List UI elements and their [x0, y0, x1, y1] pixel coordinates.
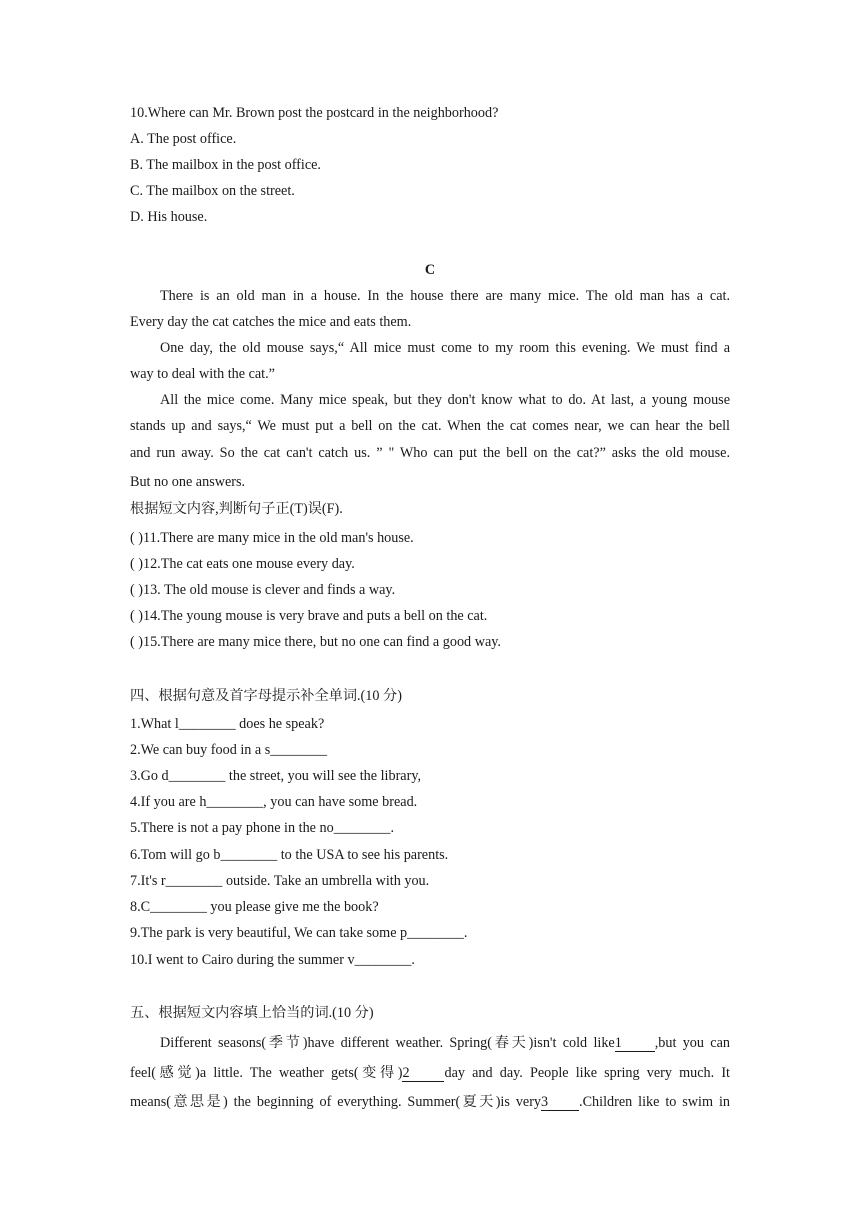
- fill-item-5: 5.There is not a pay phone in the no________.: [130, 820, 394, 836]
- tf-instruction: 根据短文内容,判断句子正(T)误(F).: [130, 501, 343, 517]
- tf-statement-11: ( )11.There are many mice in the old man's house.: [130, 530, 414, 546]
- passage-c-p2-line1: One day, the old mouse says,“ All mice must come to my room this evening. We must find a: [160, 340, 730, 356]
- passage-c-p3-line2: stands up and says,“ We must put a bell on the cat. When the cat comes near, we can hear the bell: [130, 418, 730, 434]
- cloze-line-3: [130, 1092, 730, 1112]
- option-c: C. The mailbox on the street.: [130, 183, 295, 199]
- tf-statement-12: ( )12.The cat eats one mouse every day.: [130, 556, 355, 572]
- tf-statement-14: ( )14.The young mouse is very brave and puts a bell on the cat.: [130, 608, 488, 624]
- passage-c-p3-line3: and run away. So the cat can't catch us. ” " Who can put the bell on the cat?” asks the old mouse.: [130, 445, 730, 461]
- fill-item-3: 3.Go d________ the street, you will see the library,: [130, 768, 422, 784]
- cloze-text: ,but you can: [654, 1035, 730, 1051]
- cloze-text: feel(感觉)a little. The weather gets(变得): [130, 1065, 403, 1081]
- section-4-title: 四、根据句意及首字母提示补全单词.(10 分): [130, 688, 402, 704]
- tf-statement-13: ( )13. The old mouse is clever and finds a way.: [130, 582, 396, 598]
- fill-item-8: 8.C________ you please give me the book?: [130, 899, 379, 915]
- fill-item-10: 10.I went to Cairo during the summer v________.: [130, 952, 415, 968]
- cloze-line-1: [160, 1033, 730, 1053]
- fill-item-9: 9.The park is very beautiful, We can take some p________.: [130, 925, 468, 941]
- cloze-blank-2: 2: [402, 1066, 444, 1082]
- fill-item-6: 6.Tom will go b________ to the USA to see his parents.: [130, 847, 449, 863]
- fill-item-2: 2.We can buy food in a s________: [130, 742, 328, 758]
- passage-c-p3-line4: But no one answers.: [130, 474, 246, 490]
- section-5-title: 五、根据短文内容填上恰当的词.(10 分): [130, 1005, 374, 1021]
- fill-item-4: 4.If you are h________, you can have some bread.: [130, 794, 418, 810]
- cloze-text: means(意思是) the beginning of everything. Summer(夏天)is very: [130, 1094, 542, 1110]
- cloze-text: day and day. People like spring very much. It: [444, 1065, 730, 1081]
- fill-item-1: 1.What l________ does he speak?: [130, 716, 325, 732]
- passage-c-p3-line1: All the mice come. Many mice speak, but they don't know what to do. At last, a young mouse: [160, 392, 730, 408]
- cloze-text: .Children like to swim in: [579, 1094, 730, 1110]
- option-d: D. His house.: [130, 209, 208, 225]
- option-a: A. The post office.: [130, 131, 237, 147]
- passage-c-p1-line1: There is an old man in a house. In the house there are many mice. The old man has a cat.: [160, 288, 730, 304]
- option-b: B. The mailbox in the post office.: [130, 157, 321, 173]
- passage-c-p2-line2: way to deal with the cat.”: [130, 366, 275, 382]
- cloze-line-2: [130, 1063, 730, 1083]
- cloze-blank-3: 3: [541, 1095, 579, 1111]
- fill-item-7: 7.It's r________ outside. Take an umbrella with you.: [130, 873, 430, 889]
- cloze-blank-1: 1: [615, 1036, 655, 1052]
- cloze-text: Different seasons(季节)have different weather. Spring(春天)isn't cold like: [160, 1035, 615, 1051]
- passage-c-p1-line2: Every day the cat catches the mice and eats them.: [130, 314, 412, 330]
- passage-c-heading: C: [424, 262, 436, 278]
- tf-statement-15: ( )15.There are many mice there, but no one can find a good way.: [130, 634, 501, 650]
- question-10: 10.Where can Mr. Brown post the postcard in the neighborhood?: [130, 105, 499, 121]
